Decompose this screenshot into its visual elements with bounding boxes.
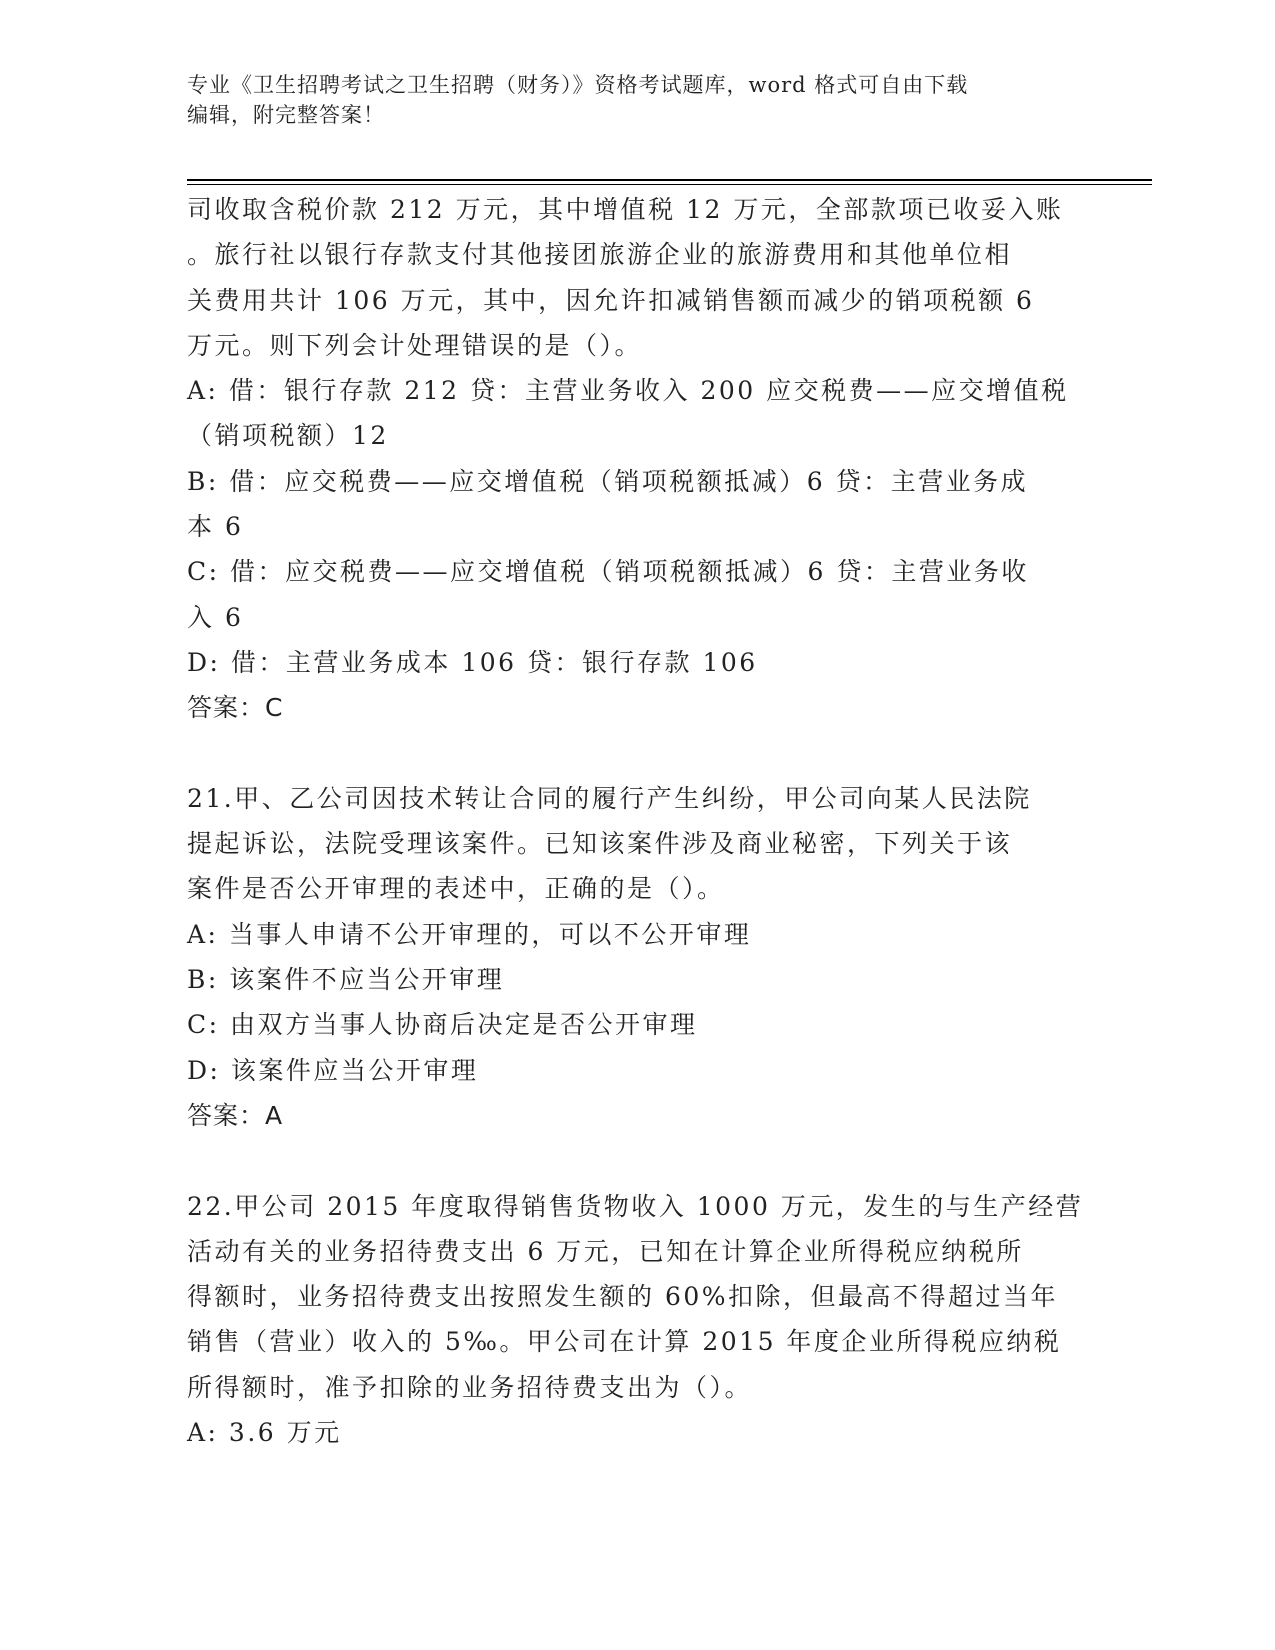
question-text-line: 21.甲、乙公司因技术转让合同的履行产生纠纷，甲公司向某人民法院 <box>187 783 1032 813</box>
question-text-line: 活动有关的业务招待费支出 6 万元，已知在计算企业所得税应纳税所 <box>187 1236 1024 1266</box>
option-c: C: 由双方当事人协商后决定是否公开审理 <box>187 1010 698 1040</box>
question-text-line: 得额时，业务招待费支出按照发生额的 60%扣除，但最高不得超过当年 <box>187 1282 1059 1312</box>
option-b <box>187 459 1087 550</box>
header-divider-thick <box>187 179 1152 181</box>
option-a: A: 3.6 万元 <box>187 1418 342 1448</box>
question-text-line: 。旅行社以银行存款支付其他接团旅游企业的旅游费用和其他单位相 <box>187 240 1013 270</box>
spacer <box>187 731 1087 776</box>
question-text-line: 万元。则下列会计处理错误的是（）。 <box>187 330 643 360</box>
question-21 <box>187 776 1087 1138</box>
option-d: D: 该案件应当公开审理 <box>187 1055 479 1085</box>
question-20 <box>187 187 1087 731</box>
option-line: B: 借：应交税费——应交增值税（销项税额抵减）6 贷：主营业务成 <box>187 466 1029 496</box>
page-header <box>187 70 1087 130</box>
answer-label: 答案：A <box>187 1100 284 1130</box>
question-text-line: 案件是否公开审理的表述中，正确的是（）。 <box>187 874 725 904</box>
option-line: 本 6 <box>187 512 244 542</box>
header-divider-thin <box>187 184 1152 185</box>
option-b: B: 该案件不应当公开审理 <box>187 965 505 995</box>
question-text-line: 22.甲公司 2015 年度取得销售货物收入 1000 万元，发生的与生产经营 <box>187 1191 1084 1221</box>
question-text-line: 销售（营业）收入的 5‰。甲公司在计算 2015 年度企业所得税应纳税 <box>187 1327 1062 1357</box>
option-line: （销项税额）12 <box>187 421 389 451</box>
header-line-2: 编辑，附完整答案！ <box>187 103 385 127</box>
spacer <box>187 1138 1087 1183</box>
question-text-line: 所得额时，准予扣除的业务招待费支出为（）。 <box>187 1372 753 1402</box>
question-text-line: 司收取含税价款 212 万元，其中增值税 12 万元，全部款项已收妥入账 <box>187 195 1064 224</box>
question-22 <box>187 1184 1087 1456</box>
option-line: A: 借：银行存款 212 贷：主营业务收入 200 应交税费——应交增值税 <box>187 376 1069 406</box>
option-line: D: 借：主营业务成本 106 贷：银行存款 106 <box>187 647 758 677</box>
option-a: A: 当事人申请不公开审理的，可以不公开审理 <box>187 919 752 949</box>
answer-label: 答案：C <box>187 693 284 723</box>
question-text-line: 关费用共计 106 万元，其中，因允许扣减销售额而减少的销项税额 6 <box>187 285 1035 315</box>
option-line: 入 6 <box>187 602 244 632</box>
header-line-1: 专业《卫生招聘考试之卫生招聘（财务）》资格考试题库，word 格式可自由下载 <box>187 73 969 97</box>
option-line: C: 借：应交税费——应交增值税（销项税额抵减）6 贷：主营业务收 <box>187 557 1029 587</box>
document-body <box>187 187 1087 1455</box>
option-c <box>187 549 1087 640</box>
option-a <box>187 368 1087 459</box>
option-d <box>187 640 1087 685</box>
question-text-line: 提起诉讼，法院受理该案件。已知该案件涉及商业秘密，下列关于该 <box>187 829 1013 859</box>
